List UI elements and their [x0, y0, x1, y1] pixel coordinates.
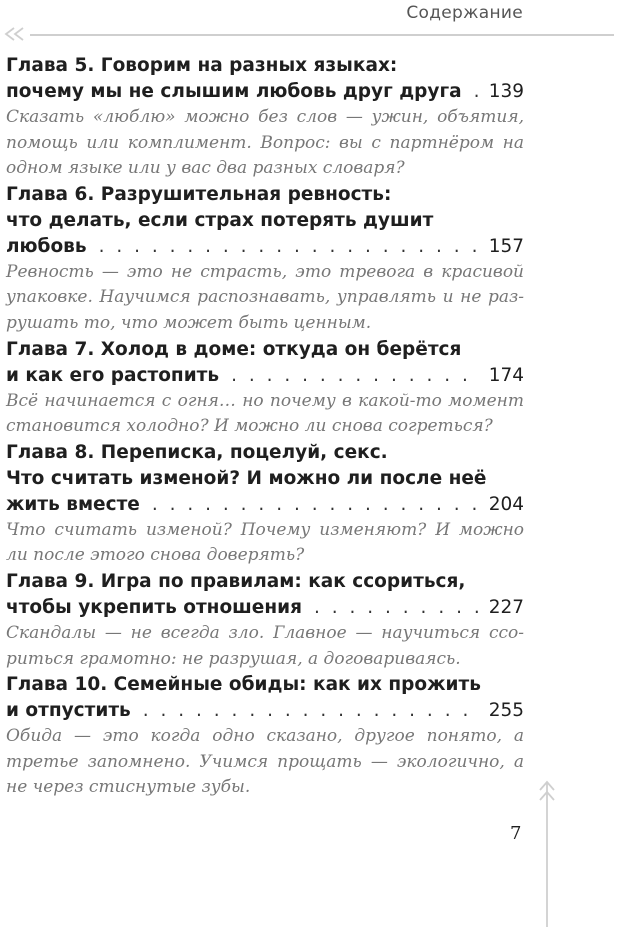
chapter-title-last-line	[6, 79, 524, 105]
dot-leader	[474, 79, 481, 105]
toc-entry-chapter-9	[6, 569, 524, 672]
page-number: 157	[488, 235, 524, 257]
dot-leader	[231, 363, 481, 389]
chapter-title-last-line	[6, 363, 524, 389]
folio-page-number: 7	[510, 823, 522, 844]
chapter-title-last-line	[6, 234, 524, 260]
chapter-description: Что считать изменой? Почему изменяют? И можно ли после этого снова доверять?	[6, 519, 524, 566]
toc-entry-chapter-10	[6, 672, 524, 801]
running-head: Содержание	[406, 3, 523, 23]
chapter-title-line: и отпустить	[6, 700, 131, 722]
dot-leader	[99, 234, 481, 260]
chapter-title-line: Глава 7. Холод в доме: откуда он берётся	[6, 338, 462, 360]
header-rule	[30, 34, 614, 36]
chapter-description: Сказать «люблю» можно без слов — ужин, объятия, помощь или комплимент. Вопрос: вы с партнёром на одном языке или у вас два разных словаря?	[6, 107, 524, 179]
chapter-title-line: что делать, если страх потерять душит	[6, 209, 434, 231]
chapter-title-line: чтобы укрепить отношения	[6, 596, 302, 618]
toc-entry-chapter-7	[6, 337, 524, 440]
chapter-title-line: и как его растопить	[6, 364, 220, 386]
chapter-description: Скандалы — не всегда зло. Главное — научиться ссориться грамотно: не разрушая, а договариваясь.	[6, 622, 524, 669]
chapter-title-line: любовь	[6, 235, 87, 257]
chapter-title-line: Глава 8. Переписка, поцелуй, секс.	[6, 441, 388, 463]
page-number: 255	[488, 700, 524, 722]
chapter-title-line: почему мы не слышим любовь друг друга	[6, 81, 462, 102]
page-number: 174	[488, 364, 524, 386]
chapter-description: Ревность — это не страсть, это тревога в красивой упаковке. Научимся распознавать, управлять и не разрушать то, что может быть ценным.	[6, 261, 524, 333]
chapter-description: Всё начинается с огня… но почему в какой-то момент становится холодно? И можно ли снова согреться?	[6, 390, 524, 437]
page-number: 227	[488, 596, 524, 618]
chapter-title-line: Глава 5. Говорим на разных языках:	[6, 55, 398, 76]
chapter-title-last-line	[6, 698, 524, 724]
dot-leader	[314, 595, 481, 621]
table-of-contents	[6, 53, 524, 801]
dot-leader	[152, 492, 481, 518]
chapter-title-last-line	[6, 595, 524, 621]
double-chevron-up-arrow-icon	[536, 776, 558, 927]
chapter-title-last-line	[6, 492, 524, 518]
dot-leader	[143, 698, 481, 724]
chapter-title-line: жить вместе	[6, 493, 140, 515]
chapter-title-line: Что считать изменой? И можно ли после неё	[6, 467, 487, 489]
chapter-description: Обида — это когда одно сказано, другое понято, а третье запомнено. Учимся прощать — экологично, а не через стиснутые зубы.	[6, 726, 524, 798]
toc-entry-chapter-8	[6, 440, 524, 569]
page-number: 139	[488, 81, 524, 102]
chapter-title-line: Глава 6. Разрушительная ревность:	[6, 183, 392, 205]
double-chevron-left-icon	[2, 19, 32, 49]
page-number: 204	[488, 493, 524, 515]
chapter-title-line: Глава 10. Семейные обиды: как их прожить	[6, 674, 481, 696]
toc-entry-chapter-5	[6, 53, 524, 182]
toc-entry-chapter-6	[6, 182, 524, 337]
chapter-title-line: Глава 9. Игра по правилам: как ссориться,	[6, 570, 466, 592]
